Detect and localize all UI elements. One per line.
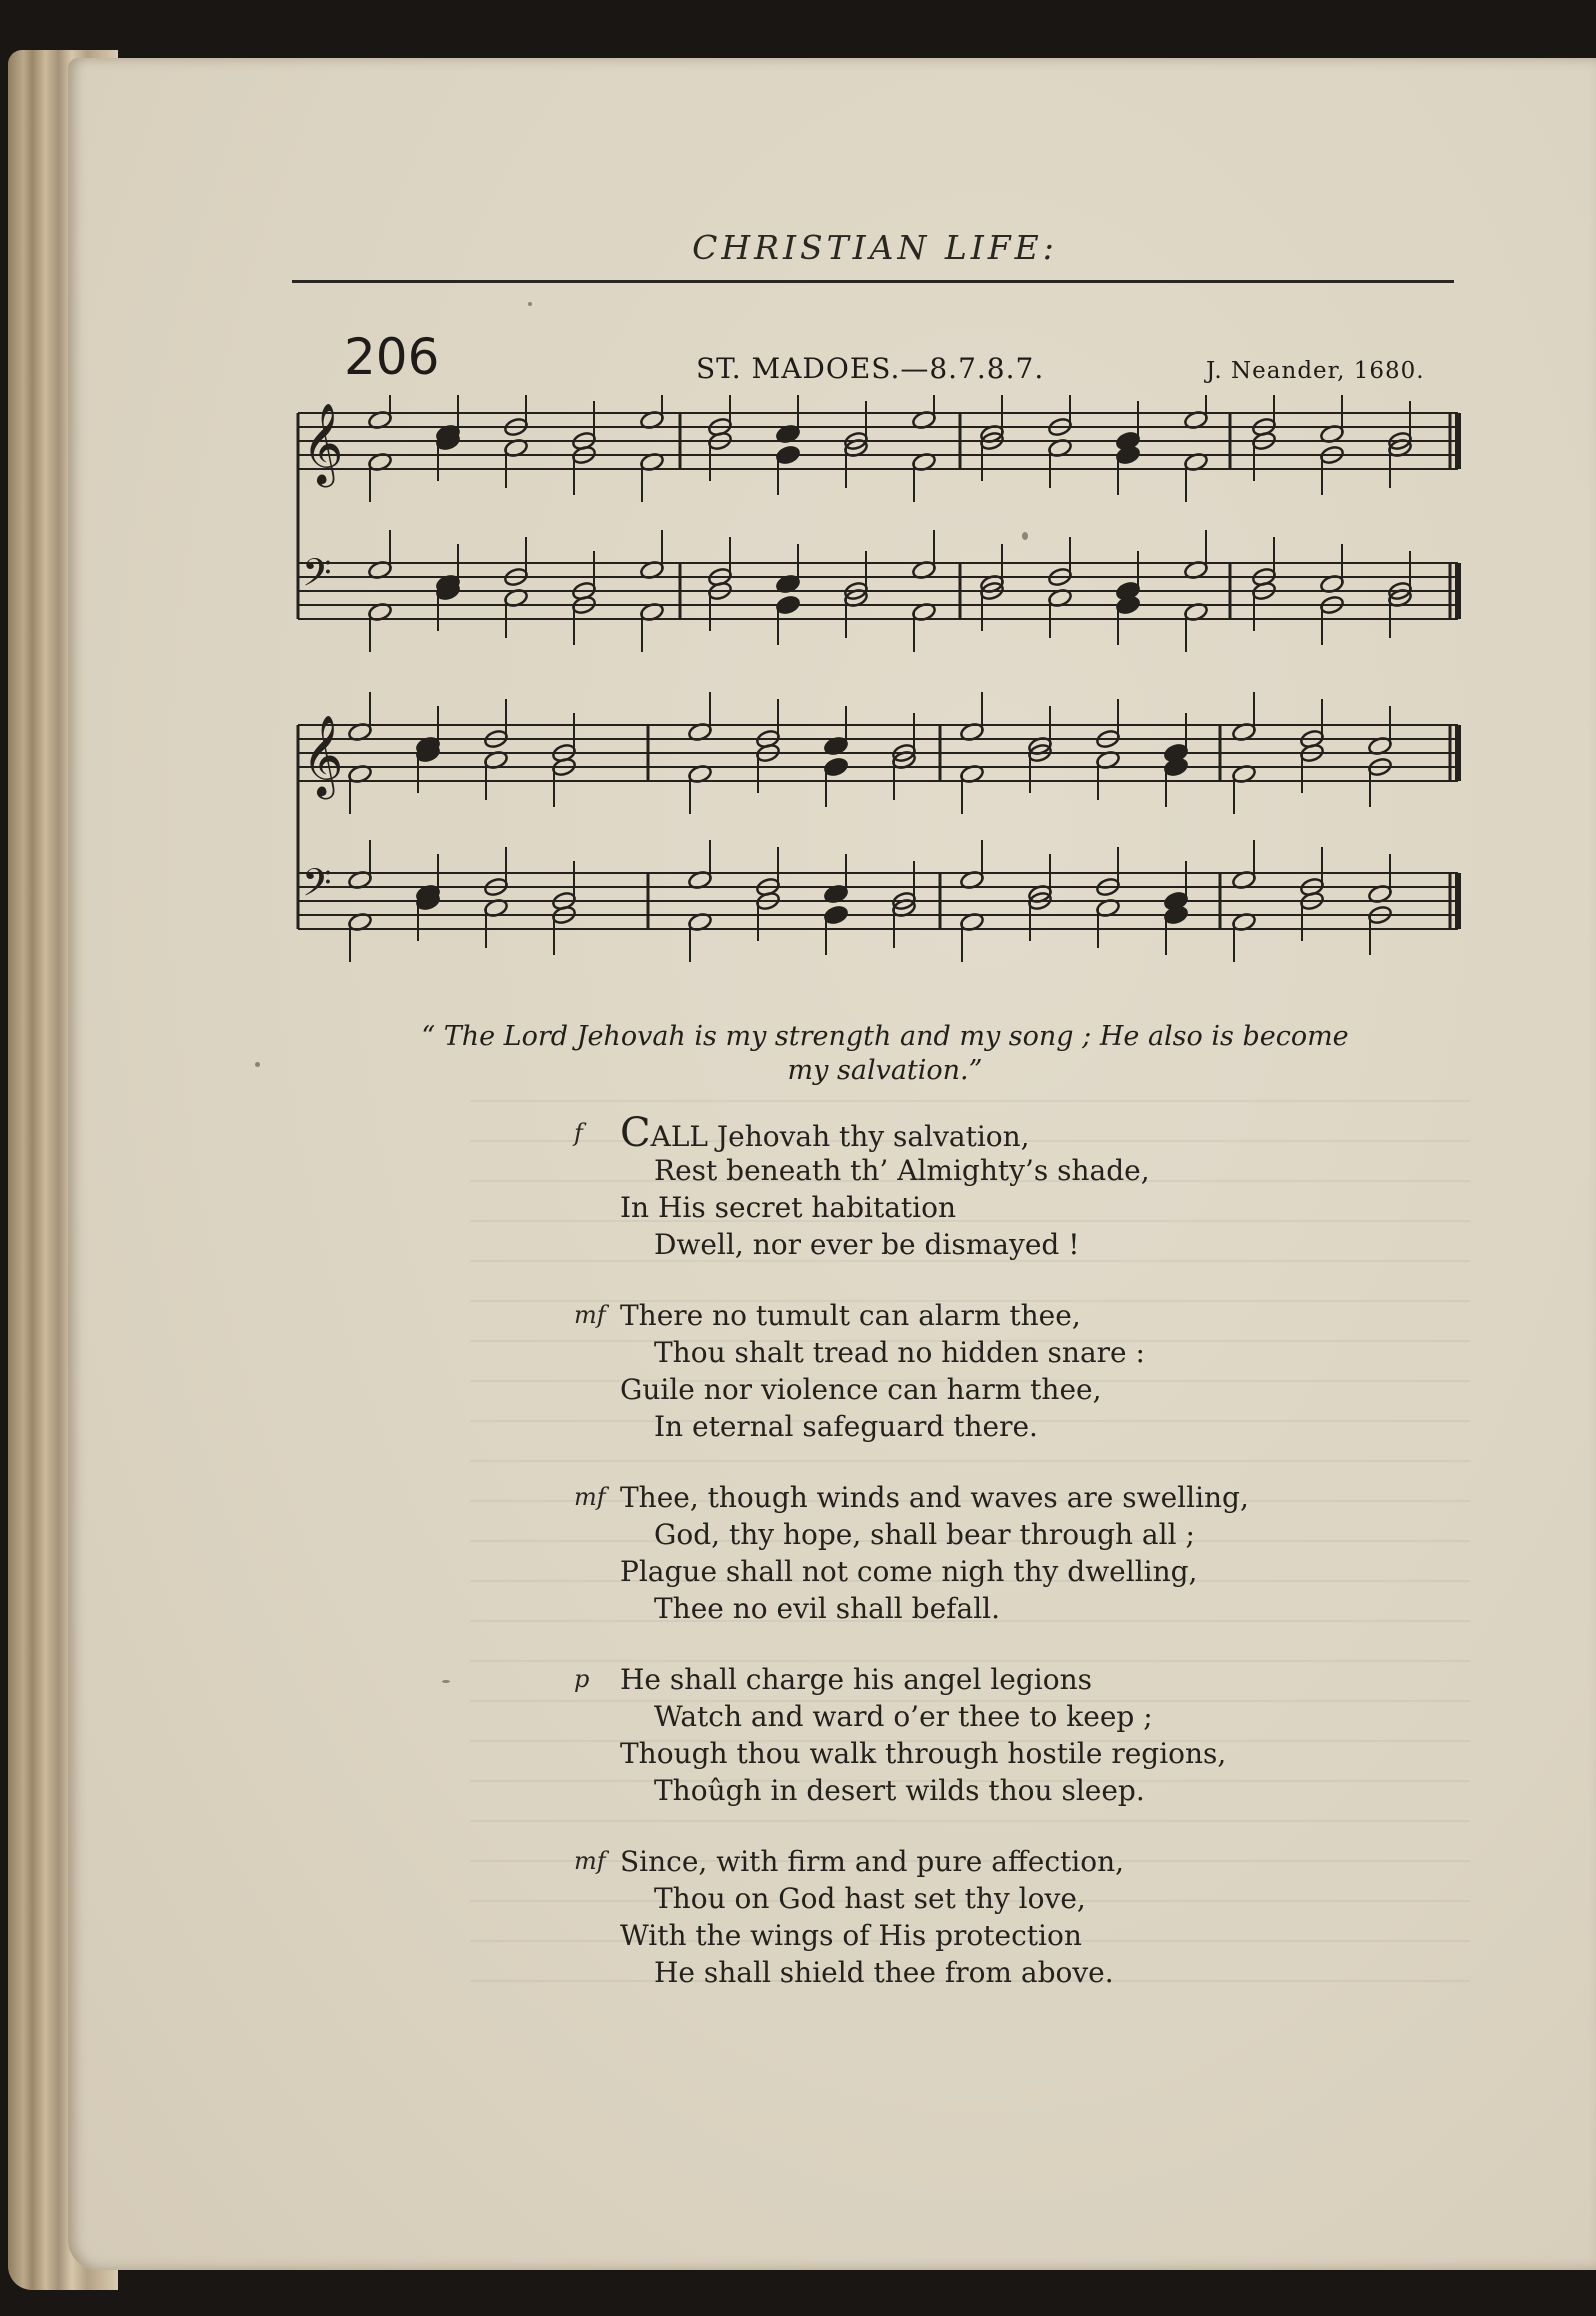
bass-clef: 𝄢 xyxy=(302,860,332,914)
stanza-3 xyxy=(574,1479,1474,1627)
verse-line: Plague shall not come nigh thy dwelling, xyxy=(620,1555,1198,1588)
verse-line: God, thy hope, shall bear through all ; xyxy=(654,1518,1195,1551)
verse-line: In His secret habitation xyxy=(620,1191,957,1224)
drop-cap: C xyxy=(620,1110,651,1156)
verse-line xyxy=(574,1297,1474,1334)
stanza-5 xyxy=(574,1843,1474,1991)
verse-line: Thoûgh in desert wilds thou sleep. xyxy=(654,1774,1145,1807)
verse-line xyxy=(574,1661,1474,1698)
bar-lines xyxy=(298,413,1458,929)
scripture-quote xyxy=(380,1020,1390,1088)
note-head xyxy=(775,445,800,466)
staff-lines xyxy=(298,413,1458,929)
dynamic-mark: mf xyxy=(574,1483,606,1511)
running-title: CHRISTIAN LIFE: xyxy=(692,228,1058,267)
paper-spot xyxy=(1022,532,1028,540)
note-head xyxy=(775,595,800,616)
composer: J. Neander, 1680. xyxy=(1206,358,1425,384)
bass-clef: 𝄢 xyxy=(302,550,332,604)
verse-line: Dwell, nor ever be dismayed ! xyxy=(654,1228,1080,1261)
header-rule xyxy=(292,280,1454,283)
verse-line: Thee no evil shall befall. xyxy=(654,1592,1001,1625)
verse-line: Thou shalt tread no hidden snare : xyxy=(654,1336,1145,1369)
clefs xyxy=(302,402,343,914)
verse-line xyxy=(574,1479,1474,1516)
verse-text: ALL Jehovah thy salvation, xyxy=(650,1120,1030,1153)
hymn-verses xyxy=(574,1110,1474,2025)
verse-line xyxy=(574,1110,1474,1156)
verse-line: Thou on God hast set thy love, xyxy=(654,1882,1086,1915)
paper-spot xyxy=(255,1062,260,1067)
paper-spot xyxy=(442,1680,450,1683)
hymn-number: 206 xyxy=(344,328,440,386)
verse-line: Rest beneath th’ Almighty’s shade, xyxy=(654,1154,1150,1187)
verse-line: He shall shield thee from above. xyxy=(654,1956,1114,1989)
stanza-1 xyxy=(574,1110,1474,1263)
notes xyxy=(347,395,1412,962)
dynamic-mark: mf xyxy=(574,1301,606,1329)
treble-clef: 𝄞 xyxy=(302,402,344,484)
verse-line: Watch and ward o’er thee to keep ; xyxy=(654,1700,1153,1733)
scripture-line-2: my salvation.” xyxy=(787,1055,983,1086)
verse-line: With the wings of His protection xyxy=(620,1919,1082,1952)
tune-name: ST. MADOES.—8.7.8.7. xyxy=(696,352,1045,385)
stanza-4 xyxy=(574,1661,1474,1809)
paper-spot xyxy=(528,302,532,306)
verse-text: Thee, though winds and waves are swelling, xyxy=(620,1481,1249,1514)
dynamic-mark: f xyxy=(574,1119,583,1147)
note-head xyxy=(823,757,848,778)
verse-text: He shall charge his angel legions xyxy=(620,1663,1092,1696)
stanza-2 xyxy=(574,1297,1474,1445)
verse-text: Since, with firm and pure affection, xyxy=(620,1845,1125,1878)
note-head xyxy=(823,905,848,926)
treble-clef: 𝄞 xyxy=(302,714,344,796)
verse-line: Though thou walk through hostile regions, xyxy=(620,1737,1227,1770)
dynamic-mark: p xyxy=(574,1665,590,1693)
verse-line xyxy=(574,1843,1474,1880)
verse-text: There no tumult can alarm thee, xyxy=(620,1299,1081,1332)
music-score xyxy=(290,395,1470,1005)
dynamic-mark: mf xyxy=(574,1847,606,1875)
scripture-line-1: “ The Lord Jehovah is my strength and my song ; He also is become xyxy=(421,1021,1349,1052)
verse-line: Guile nor violence can harm thee, xyxy=(620,1373,1102,1406)
verse-line: In eternal safeguard there. xyxy=(654,1410,1038,1443)
